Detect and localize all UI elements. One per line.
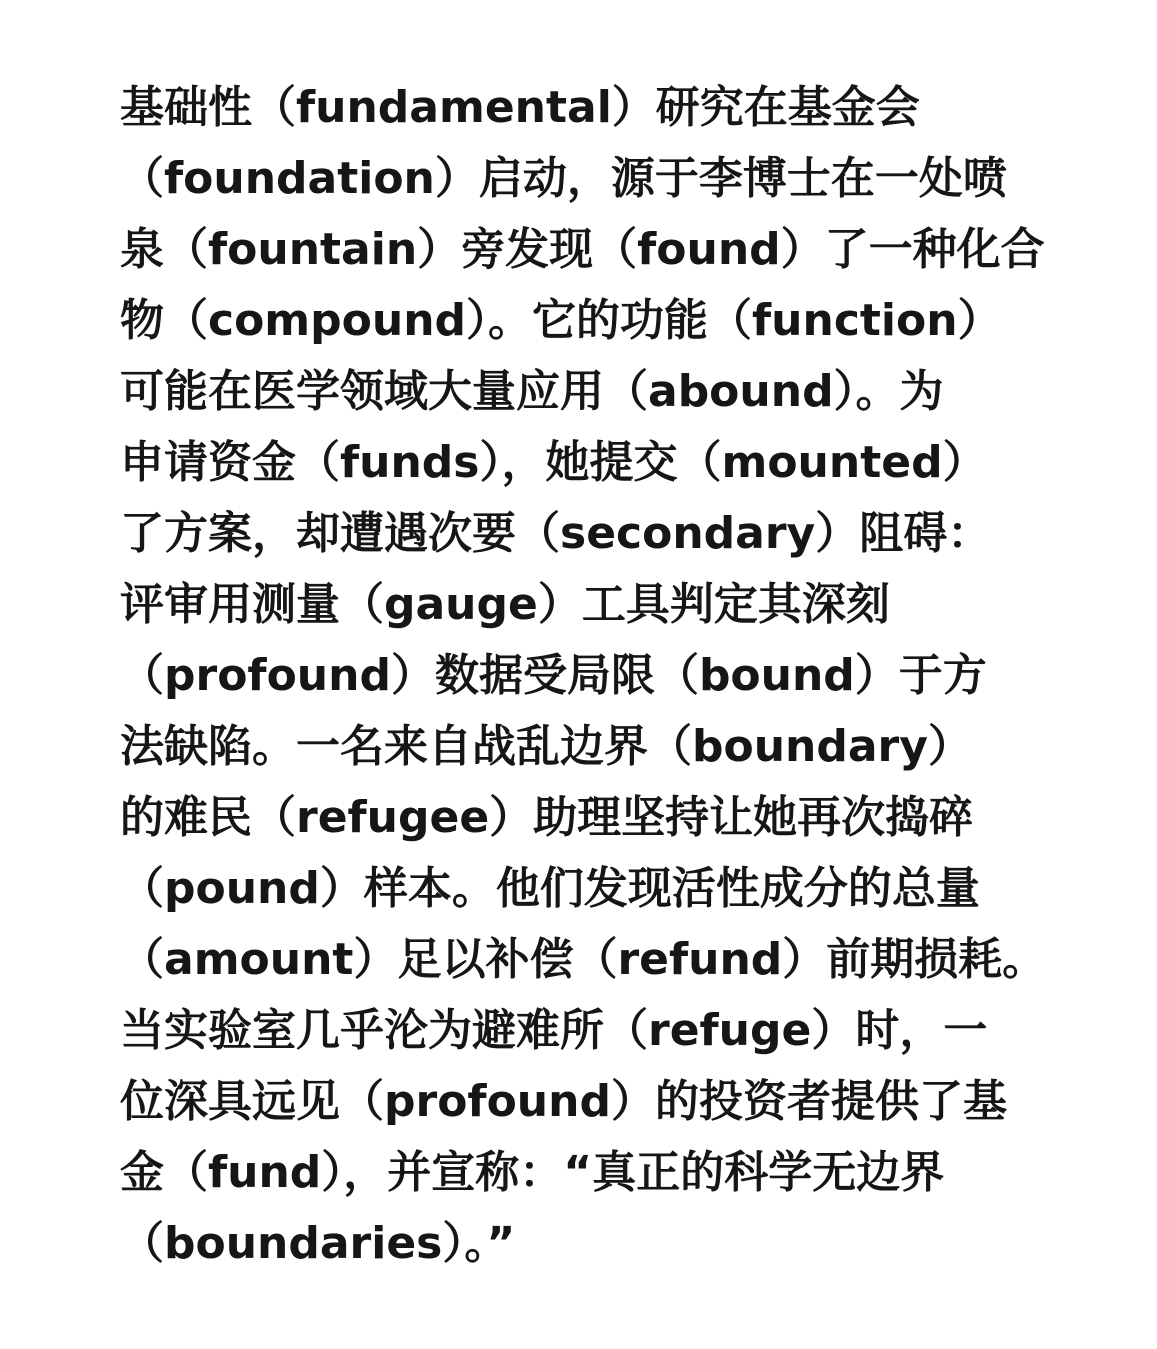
passage-line-6: 申请资金（funds），她提交（mounted） <box>120 437 987 488</box>
passage-line-11: 的难民（refugee）助理坚持让她再次捣碎 <box>120 792 974 843</box>
passage-line-13: （amount）足以补偿（refund）前期损耗。 <box>120 934 1047 985</box>
passage-line-1: 基础性（fundamental）研究在基金会 <box>120 82 920 133</box>
passage-text <box>120 72 1120 1279</box>
passage-line-4: 物（compound）。它的功能（function） <box>120 295 1002 346</box>
passage-line-2: （foundation）启动，源于李博士在一处喷 <box>120 153 1007 204</box>
passage-line-9: （profound）数据受局限（bound）于方 <box>120 650 987 701</box>
passage-line-12: （pound）样本。他们发现活性成分的总量 <box>120 863 980 914</box>
passage-line-17: （boundaries）。” <box>120 1218 516 1269</box>
passage-line-10: 法缺陷。一名来自战乱边界（boundary） <box>120 721 972 772</box>
passage-line-8: 评审用测量（gauge）工具判定其深刻 <box>120 579 890 630</box>
passage-line-15: 位深具远见（profound）的投资者提供了基 <box>120 1076 1007 1127</box>
passage-line-14: 当实验室几乎沦为避难所（refuge）时，一 <box>120 1005 988 1056</box>
passage-line-16: 金（fund），并宣称：“真正的科学无边界 <box>120 1147 945 1198</box>
passage-line-7: 了方案，却遭遇次要（secondary）阻碍： <box>120 508 992 559</box>
passage-line-5: 可能在医学领域大量应用（abound）。为 <box>120 366 944 417</box>
passage-line-3: 泉（fountain）旁发现（found）了一种化合 <box>120 224 1045 275</box>
